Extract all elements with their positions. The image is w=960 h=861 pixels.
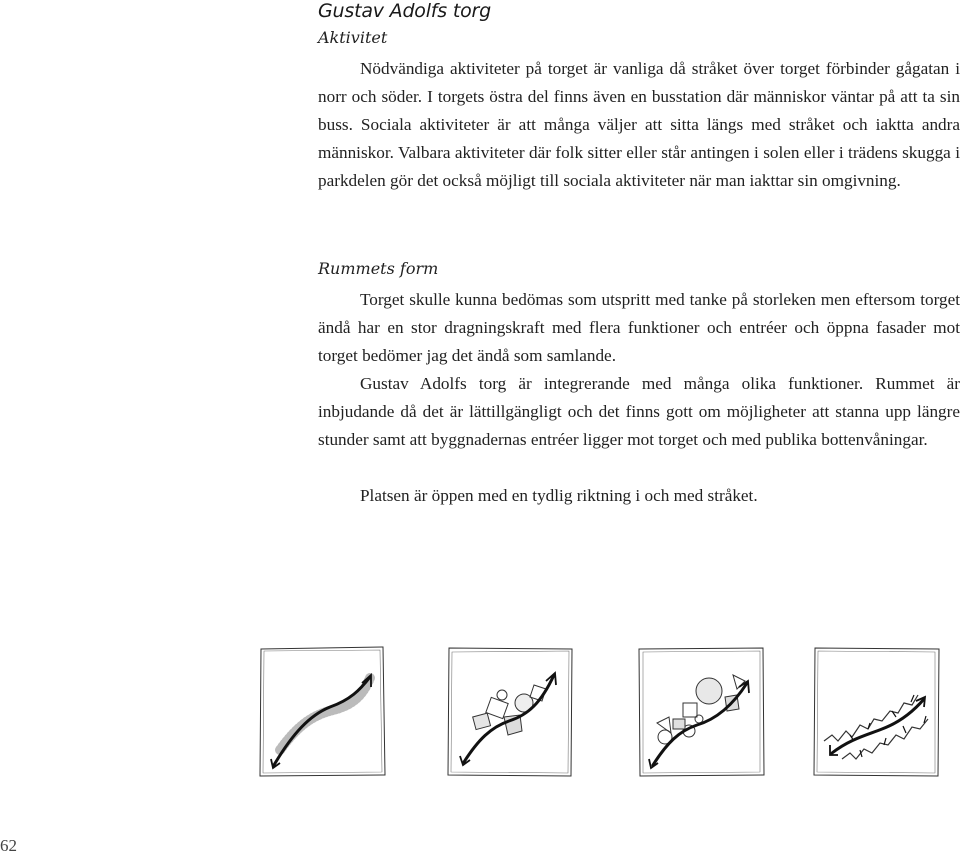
rummets-form-heading: Rummets form [318,259,439,278]
sketch-diagram-shapes [446,645,576,780]
sketch-diagram-path [258,645,388,780]
page-number: 62 [0,836,17,855]
sketch-diagram-entrances [812,645,942,780]
rummets-form-paragraph-1: Torget skulle kunna bedömas som utspritt med tanke på storleken men eftersom torget ändå har en stor dragningskraft med flera funktioner och entréer och öppna fasader mot torget bedömer jag det ändå som samlande. [318,290,960,365]
aktivitet-heading: Aktivitet [318,28,388,47]
rummets-form-paragraph-2: Gustav Adolfs torg är integrerande med många olika funktioner. Rummet är inbjudande då det är lättillgängligt och det finns gott om möjligheter att stanna upp längre stunder samt att byggnadernas entréer ligger mot torget och med publika bottenvåningar. [318,374,960,449]
section-title: Gustav Adolfs torg [318,0,491,22]
aktivitet-paragraph: Nödvändiga aktiviteter på torget är vanliga då stråket över torget förbinder gågatan i norr och söder. I torgets östra del finns även en busstation där människor väntar på att ta sin buss. Sociala aktiviteter är att många väljer att sitta längs med stråket och iaktta andra människor. Valbara aktiviteter där folk sitter eller står antingen i solen eller i trädens skugga i parkdelen gör det också möjligt till sociala aktiviteter när man iakttar sin omgivning. [318,59,960,190]
rummets-form-paragraph-3: Platsen är öppen med en tydlig riktning i och med stråket. [360,486,758,505]
sketch-diagram-functions [637,645,767,780]
